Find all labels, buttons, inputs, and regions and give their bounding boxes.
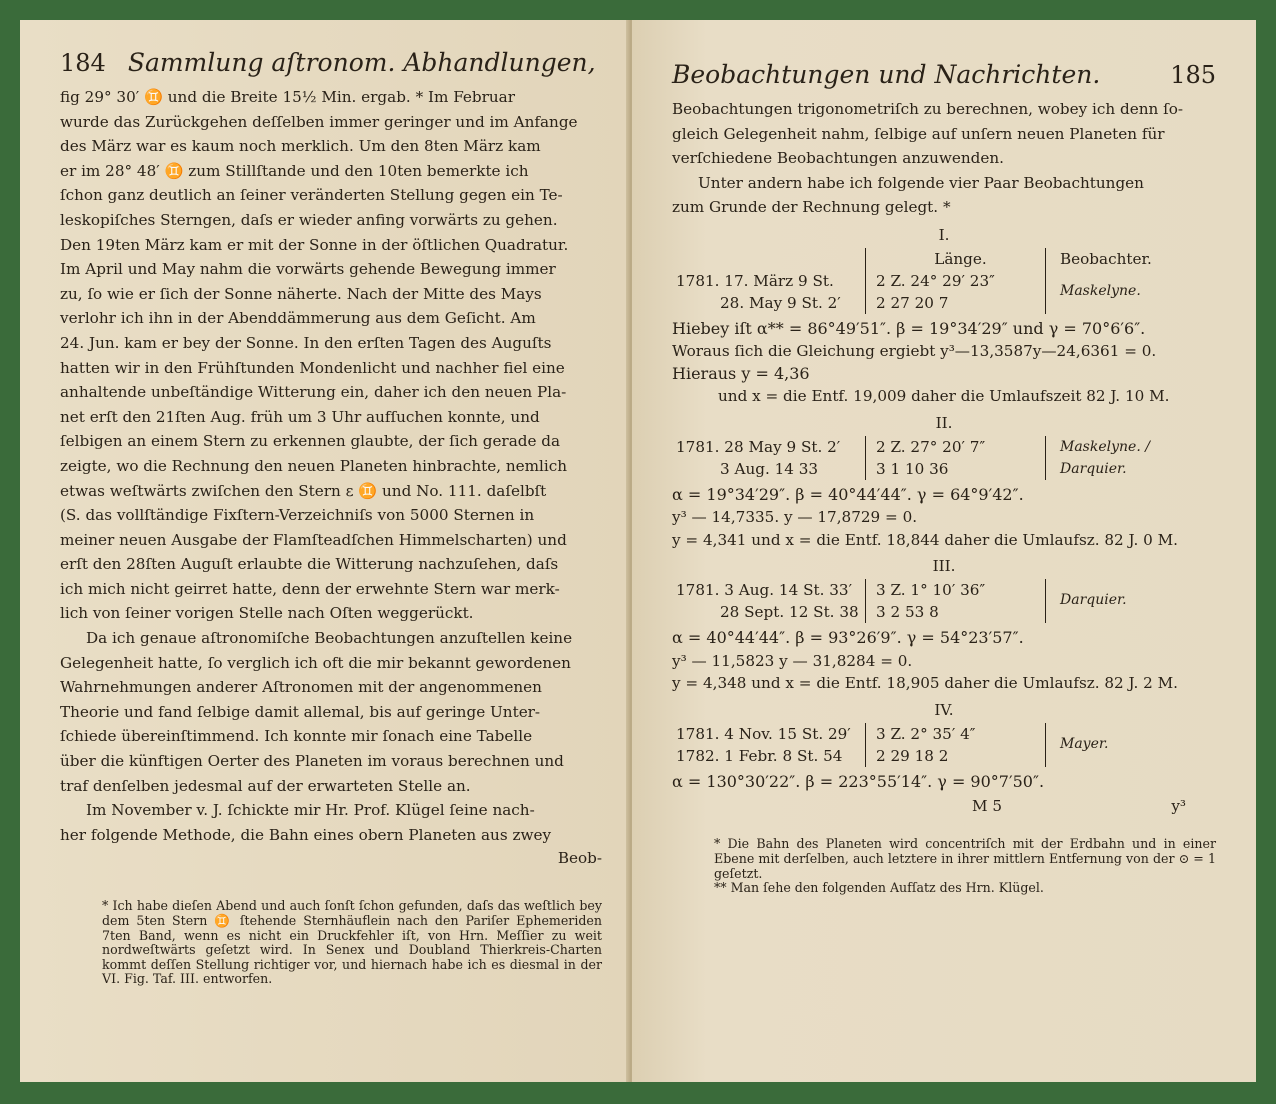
obs-long: 3 1 10 36 (876, 459, 949, 478)
observation-table (676, 248, 1216, 314)
left-body-text (60, 85, 602, 847)
text-line: etwas weſtwärts zwiſchen den Stern ε ♊ und No. 111. daſelbſt (60, 481, 547, 500)
text-line: Im November v. J. ſchickte mir Hr. Prof. Klügel ſeine nach- (86, 801, 535, 820)
obs-dates (676, 436, 866, 480)
right-page (632, 20, 1256, 1082)
obs-longitudes (866, 579, 1046, 623)
obs-observer (1046, 248, 1176, 314)
obs-longitudes (866, 723, 1046, 767)
obs-longitudes (866, 248, 1046, 314)
section-numeral: III. (932, 557, 956, 576)
obs-long: 2 29 18 2 (876, 746, 949, 765)
running-title: Beobachtungen und Nachrichten. (672, 60, 1101, 89)
text-line: Beobachtungen trigonometriſch zu berechnen, wobey ich denn ſo- (672, 100, 1183, 118)
text-line: verſchiedene Beobachtungen anzuwenden. (672, 149, 1004, 168)
obs-dates (676, 723, 866, 767)
obs-date: 1782. 1 Febr. 8 St. 54 (676, 746, 843, 765)
results (672, 318, 1216, 408)
result-line: und x = die Entf. 19,009 daher die Umlaufszeit 82 J. 10 M. (718, 387, 1170, 406)
observation-table (676, 436, 1216, 480)
obs-long: 3 Z. 1° 10′ 36″ (876, 581, 986, 600)
left-page (20, 20, 630, 1082)
section-numeral: IV. (934, 700, 954, 719)
obs-dates (676, 579, 866, 623)
text-line: Den 19ten März kam er mit der Sonne in der öſtlichen Quadratur. (60, 235, 569, 254)
obs-date: 1781. 17. März 9 St. (676, 271, 834, 290)
obs-long: 2 Z. 27° 20′ 7″ (876, 437, 986, 456)
section-numeral: I. (938, 225, 950, 244)
running-title: Sammlung aſtronom. Abhandlungen, (127, 48, 596, 77)
text-line: verlohr ich ihn in der Abenddämmerung aus dem Geſicht. Am (60, 309, 536, 328)
text-line: des März war es kaum noch merklich. Um den 8ten März kam (60, 137, 541, 156)
obs-observer (1046, 579, 1176, 623)
text-line: über die künftigen Oerter des Planeten im voraus berechnen und (60, 752, 564, 771)
text-line: zeigte, wo die Rechnung den neuen Planeten hinbrachte, nemlich (60, 456, 568, 475)
observer-name: Maskelyne. (1060, 282, 1141, 299)
text-line: lich von ſeiner vorigen Stelle nach Oſten weggerückt. (60, 604, 474, 623)
result-line: α = 130°30′22″. β = 223°55′14″. γ = 90°7′50″. (672, 771, 1045, 791)
obs-longitudes (866, 436, 1046, 480)
text-line: ſchiede übereinſtimmend. Ich konnte mir ſonach eine Tabelle (60, 727, 533, 746)
text-line: traf denſelben jedesmal auf der erwarteten Stelle an. (60, 776, 471, 795)
text-line: wurde das Zurückgehen deſſelben immer geringer und im Anfange (60, 112, 578, 131)
obs-long: 3 2 53 8 (876, 603, 939, 622)
footnote: * Die Bahn des Planeten wird concentriſch mit der Erdbahn und in einer Ebene mit derſelben, auch letztere in ihrer mittlern Entfernung von der ⊙ = 1 geſetzt. (714, 836, 1216, 881)
catchword: Beob- (557, 849, 602, 868)
text-line: hatten wir in den Frühſtunden Mondenlicht und nachher fiel eine (60, 358, 565, 377)
obs-date: 3 Aug. 14 33 (720, 459, 819, 478)
text-line: zum Grunde der Rechnung gelegt. * (672, 198, 951, 217)
obs-long: 3 Z. 2° 35′ 4″ (876, 724, 976, 743)
text-line: leskopiſches Sterngen, daſs er wieder anfing vorwärts zu gehen. (60, 210, 558, 229)
result-line: Hieraus y = 4,36 (672, 363, 810, 383)
text-line: anhaltende unbeſtändige Witterung ein, daher ich den neuen Pla- (60, 383, 567, 402)
text-line: Da ich genaue aſtronomiſche Beobachtungen anzuſtellen keine (86, 629, 573, 648)
text-line: ſelbigen an einem Stern zu erkennen glaubte, der ſich gerade da (60, 432, 561, 451)
obs-observer (1046, 723, 1176, 767)
footnote: ** Man ſehe den folgenden Aufſatz des Hrn. Klügel. (714, 880, 1044, 896)
obs-dates (676, 248, 866, 314)
obs-date: 28 Sept. 12 St. 38 (720, 603, 859, 622)
section-numeral: II. (935, 413, 953, 432)
text-line: zu, ſo wie er ſich der Sonne näherte. Nach der Mitte des Mays (60, 284, 542, 303)
page-number: 185 (1170, 61, 1216, 89)
text-line: Theorie und fand ſelbige damit allemal, bis auf geringe Unter- (60, 702, 541, 721)
result-line: Woraus ſich die Gleichung ergiebt y³—13,3587y—24,6361 = 0. (672, 342, 1157, 361)
obs-observer (1046, 436, 1176, 480)
text-line: ich mich nicht geirret hatte, denn der erwehnte Stern war merk- (60, 579, 560, 598)
result-line: y³ — 14,7335. y — 17,8729 = 0. (672, 508, 918, 527)
right-intro (672, 97, 1216, 220)
signature-mark: M 5 (972, 797, 1003, 816)
text-line: Gelegenheit hatte, ſo verglich ich oft die mir bekannt gewordenen (60, 653, 571, 672)
text-line: erſt den 28ſten Auguſt erlaubte die Witterung nachzuſehen, daſs (60, 555, 559, 574)
text-line: er im 28° 48′ ♊ zum Stillſtande und den 10ten bemerkte ich (60, 161, 529, 180)
observation-table (676, 723, 1216, 767)
result-line: α = 19°34′29″. β = 40°44′44″. γ = 64°9′42″. (672, 484, 1024, 504)
left-running-head (60, 48, 602, 77)
right-running-head (672, 60, 1216, 89)
text-line: (S. das vollſtändige Fixſtern-Verzeichniſs von 5000 Sternen in (60, 506, 535, 525)
observer-name: Maskelyne. / Darquier. (1060, 438, 1150, 477)
text-line: Unter andern habe ich folgende vier Paar Beobachtungen (698, 173, 1144, 192)
results (672, 771, 1216, 794)
result-line: Hiebey iſt α** = 86°49′51″. β = 19°34′29″ und γ = 70°6′6″. (672, 318, 1146, 338)
result-line: y = 4,348 und x = die Entf. 18,905 daher die Umlaufsz. 82 J. 2 M. (672, 674, 1178, 693)
text-line: fig 29° 30′ ♊ und die Breite 15½ Min. ergab. * Im Februar (60, 88, 516, 106)
obs-long: 2 27 20 7 (876, 293, 949, 312)
obs-date: 1781. 3 Aug. 14 St. 33′ (676, 581, 853, 600)
results (672, 484, 1216, 552)
text-line: her folgende Methode, die Bahn eines obern Planeten aus zwey (60, 825, 552, 844)
page-number: 184 (60, 49, 106, 77)
text-line: 24. Jun. kam er bey der Sonne. In den erſten Tagen des Auguſts (60, 333, 552, 352)
col-head: Beobachter. (1060, 249, 1152, 268)
text-line: Im April und May nahm die vorwärts gehende Bewegung immer (60, 260, 556, 279)
obs-date: 28. May 9 St. 2′ (720, 293, 841, 312)
catchword: y³ (1171, 797, 1186, 816)
text-line: meiner neuen Ausgabe der Flamſteadſchen Himmelscharten) und (60, 530, 567, 549)
obs-date: 1781. 28 May 9 St. 2′ (676, 437, 841, 456)
obs-date: 1781. 4 Nov. 15 St. 29′ (676, 724, 851, 743)
observation-table (676, 579, 1216, 623)
text-line: gleich Gelegenheit nahm, ſelbige auf unſern neuen Planeten für (672, 124, 1165, 143)
text-line: ſchon ganz deutlich an ſeiner veränderten Stellung gegen ein Te- (60, 186, 563, 205)
text-line: net erſt den 21ſten Aug. früh um 3 Uhr aufſuchen konnte, und (60, 407, 540, 426)
book-spread (20, 20, 1256, 1082)
observer-name: Mayer. (1060, 735, 1109, 752)
col-head: Länge. (934, 249, 987, 268)
signature-line (672, 797, 1216, 815)
result-line: y = 4,341 und x = die Entf. 18,844 daher die Umlaufsz. 82 J. 0 M. (672, 530, 1178, 549)
result-line: α = 40°44′44″. β = 93°26′9″. γ = 54°23′57″. (672, 628, 1024, 648)
text-line: Wahrnehmungen anderer Aſtronomen mit der angenommenen (60, 678, 542, 697)
results (672, 627, 1216, 695)
result-line: y³ — 11,5823 y — 31,8284 = 0. (672, 651, 913, 670)
footnotes (672, 837, 1216, 895)
observer-name: Darquier. (1060, 592, 1127, 609)
obs-long: 2 Z. 24° 29′ 23″ (876, 271, 995, 290)
footnote: * Ich habe dieſen Abend und auch ſonſt ſchon gefunden, daſs das weſtlich bey dem 5ten Stern ♊ ſtehende Sternhäuflein nach den Pariſer Ephemeriden 7ten Band, wenn es nicht ein Druckfehler iſt, von Hrn. Meſſier zu weit nordweſtwärts geſetzt wird. In Senex und Doubland Thierkreis-Charten kommt deſſen Stellung richtiger vor, und hiernach habe ich es diesmal in der VI. Fig. Taf. III. entworfen. (102, 898, 602, 987)
